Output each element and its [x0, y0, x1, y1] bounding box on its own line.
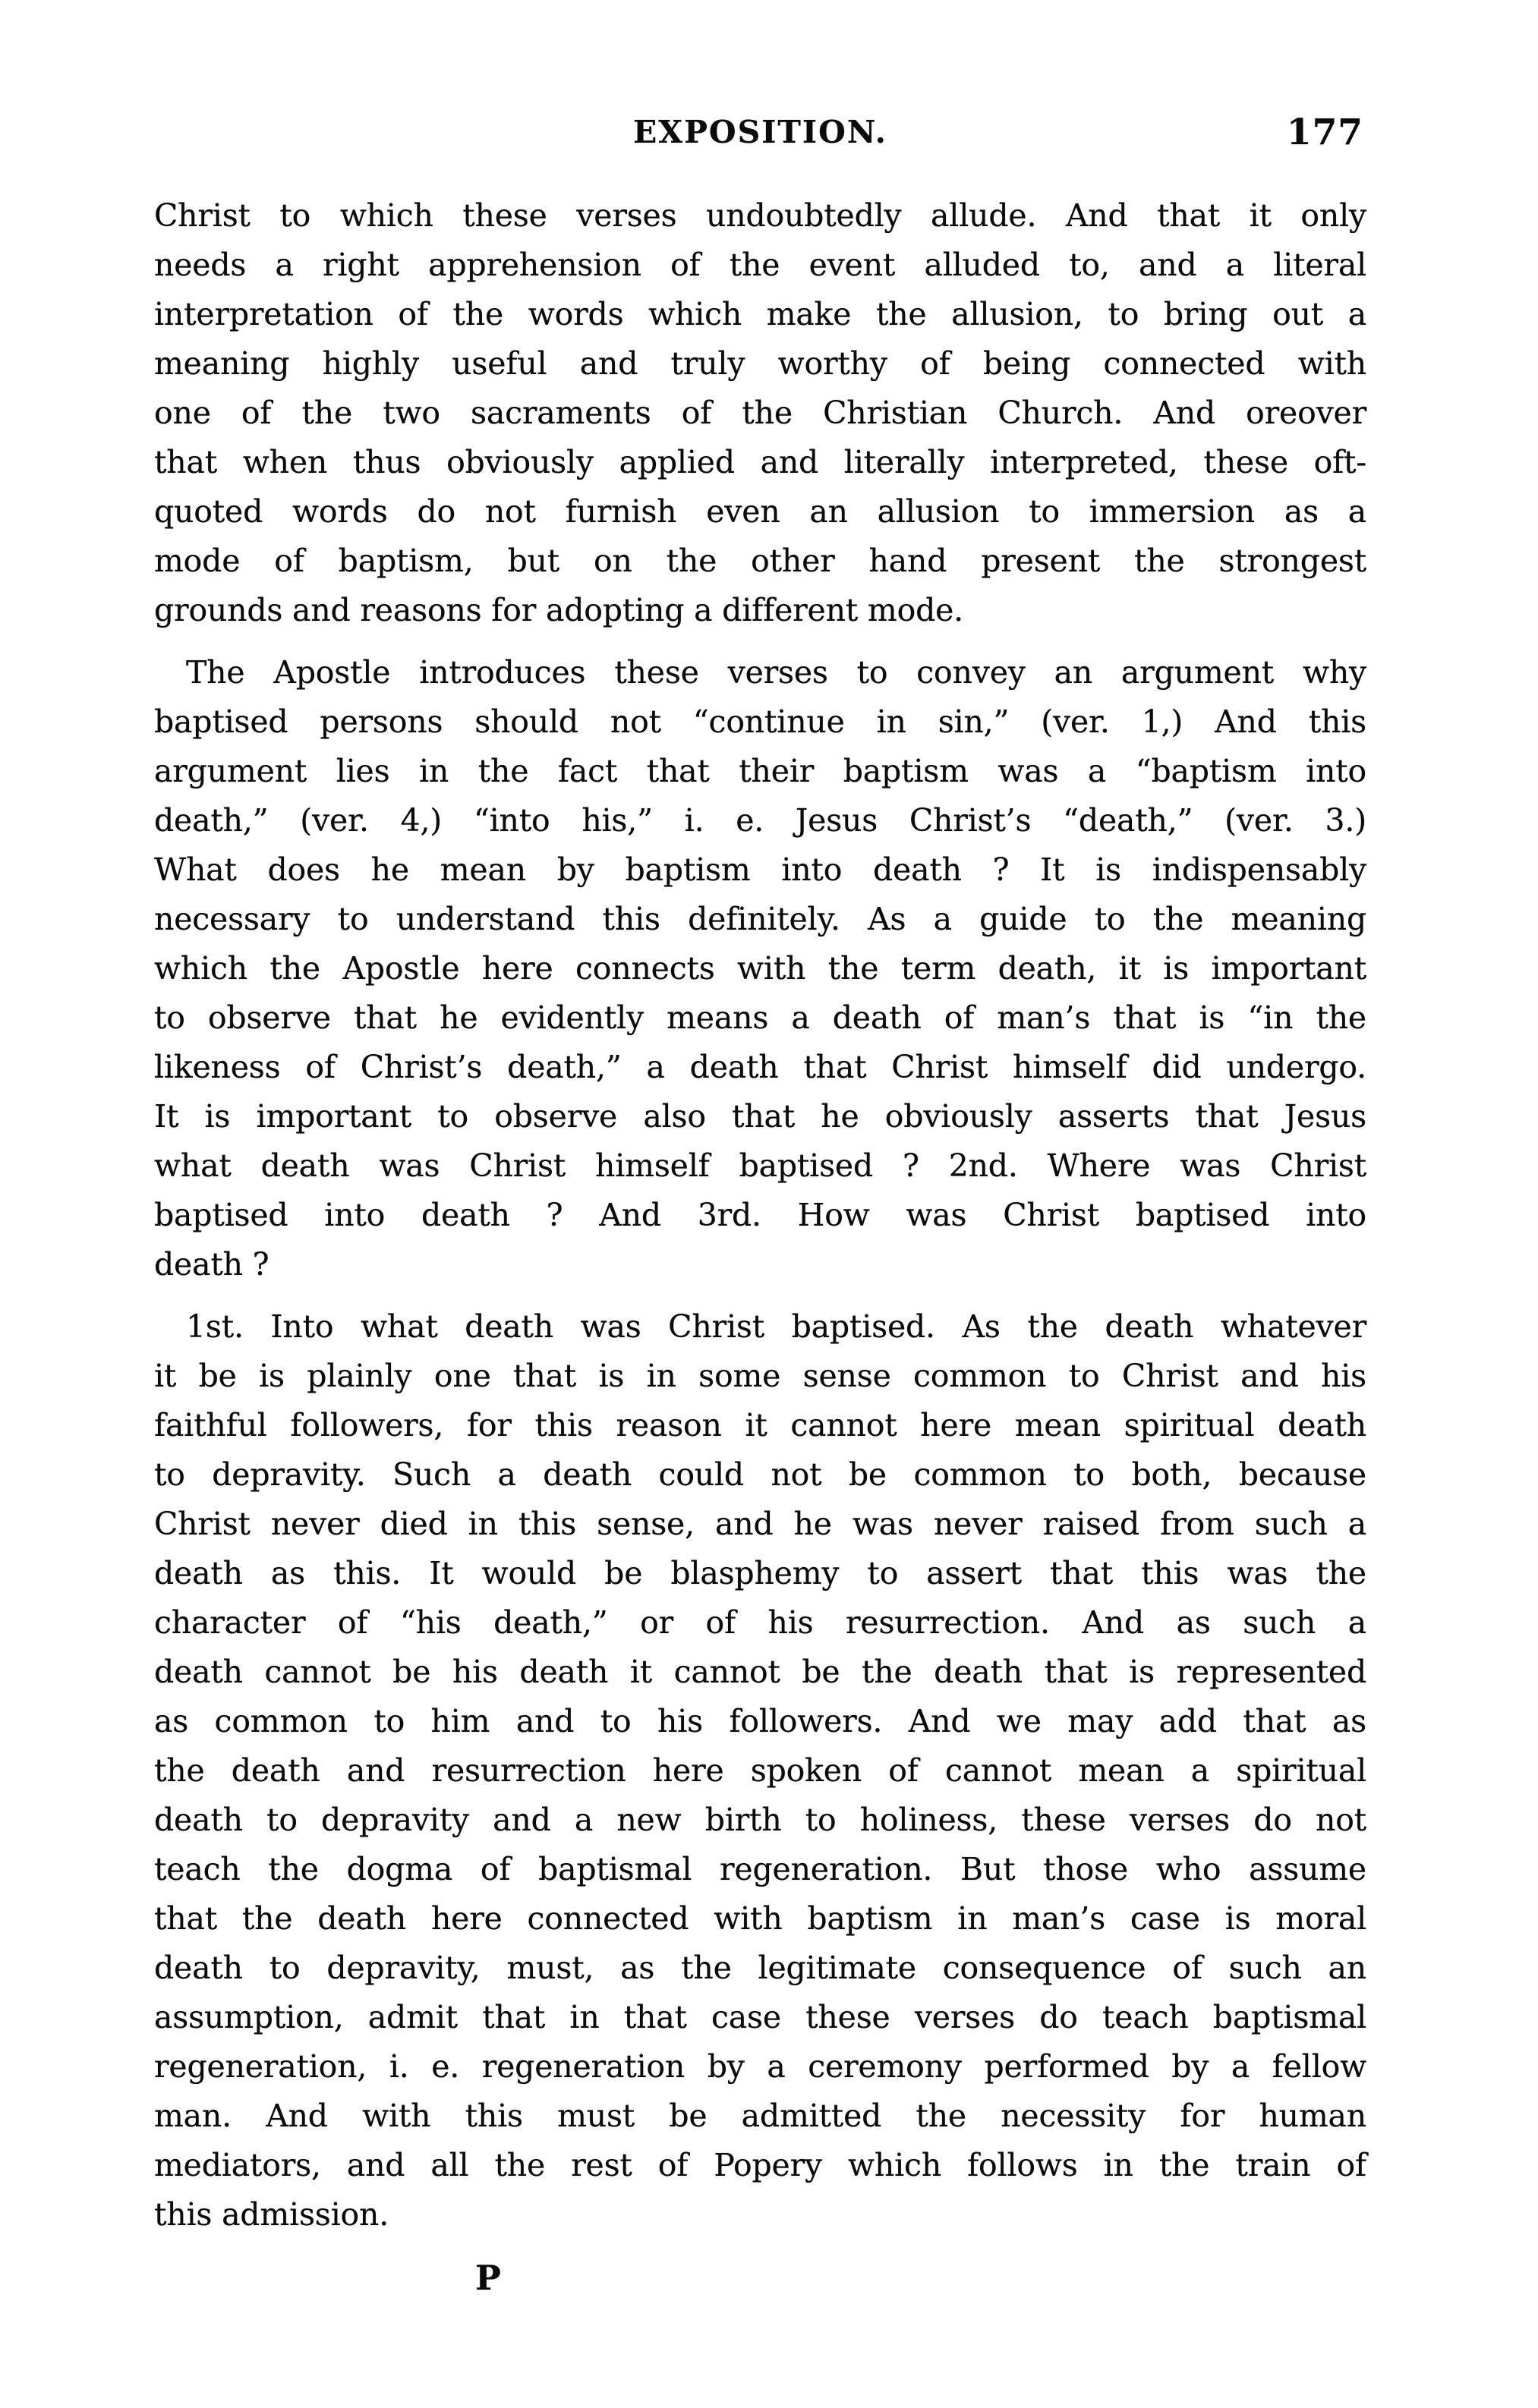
text-line: baptised persons should not “continue in sin,” (ver. 1,) And this: [154, 704, 1366, 740]
page-title: EXPOSITION.: [633, 114, 887, 150]
text-line: assumption, admit that in that case these verses do teach baptismal: [154, 1999, 1366, 2035]
text-line: mediators, and all the rest of Popery which follows in the train of: [154, 2147, 1366, 2183]
text-line: death ?: [154, 1246, 269, 1283]
text-line: meaning highly useful and truly worthy of being connected with: [154, 345, 1366, 382]
text-line: mode of baptism, but on the other hand present the strongest: [154, 543, 1366, 579]
text-line: What does he mean by baptism into death ? It is indispensably: [154, 851, 1366, 888]
text-line: regeneration, i. e. regeneration by a ceremony performed by a fellow: [154, 2048, 1366, 2085]
text-line: death as this. It would be blasphemy to assert that this was the: [154, 1555, 1366, 1591]
text-line: the death and resurrection here spoken of cannot mean a spiritual: [154, 1752, 1366, 1789]
text-line: as common to him and to his followers. And we may add that as: [154, 1703, 1366, 1739]
text-line: man. And with this must be admitted the necessity for human: [154, 2098, 1366, 2134]
text-line: Christ to which these verses undoubtedly allude. And that it only: [154, 197, 1366, 234]
paragraph: [154, 191, 1366, 635]
text-line: it be is plainly one that is in some sense common to Christ and his: [154, 1358, 1366, 1394]
signature-mark: P: [475, 2258, 501, 2298]
text-line: Christ never died in this sense, and he was never raised from such a: [154, 1506, 1366, 1542]
text-line: necessary to understand this definitely. As a guide to the meaning: [154, 901, 1366, 937]
text-line: death cannot be his death it cannot be the death that is represented: [154, 1654, 1366, 1690]
text-line: to observe that he evidently means a death of man’s that is “in the: [154, 999, 1366, 1036]
body-text: [154, 191, 1366, 2240]
text-line: baptised into death ? And 3rd. How was Christ baptised into: [154, 1197, 1366, 1233]
text-line: grounds and reasons for adopting a different mode.: [154, 592, 964, 628]
text-line: needs a right apprehension of the event alluded to, and a literal: [154, 247, 1366, 283]
page-number: 177: [1286, 112, 1363, 153]
running-head: [154, 114, 1366, 156]
text-line: faithful followers, for this reason it cannot here mean spiritual death: [154, 1407, 1366, 1443]
paragraph: [154, 1302, 1366, 2240]
paragraph: [154, 648, 1366, 1289]
text-line: quoted words do not furnish even an allusion to immersion as a: [154, 493, 1366, 530]
text-line: death to depravity and a new birth to holiness, these verses do not: [154, 1802, 1366, 1838]
text-line: which the Apostle here connects with the term death, it is important: [154, 950, 1366, 987]
text-line: to depravity. Such a death could not be common to both, because: [154, 1456, 1366, 1493]
text-line: what death was Christ himself baptised ? 2nd. Where was Christ: [154, 1147, 1366, 1184]
text-line: death,” (ver. 4,) “into his,” i. e. Jesus Christ’s “death,” (ver. 3.): [154, 802, 1366, 839]
text-line: this admission.: [154, 2196, 389, 2233]
text-line: teach the dogma of baptismal regeneration. But those who assume: [154, 1851, 1366, 1887]
text-line: 1st. Into what death was Christ baptised. As the death whatever: [186, 1308, 1366, 1345]
text-line: character of “his death,” or of his resurrection. And as such a: [154, 1604, 1366, 1641]
text-line: that when thus obviously applied and literally interpreted, these oft-: [154, 444, 1366, 480]
text-line: interpretation of the words which make the allusion, to bring out a: [154, 296, 1366, 332]
text-line: that the death here connected with baptism in man’s case is moral: [154, 1900, 1366, 1937]
text-line: argument lies in the fact that their baptism was a “baptism into: [154, 753, 1366, 789]
text-line: The Apostle introduces these verses to convey an argument why: [186, 654, 1366, 691]
text-line: one of the two sacraments of the Christian Church. And oreover: [154, 395, 1366, 431]
text-line: likeness of Christ’s death,” a death that Christ himself did undergo.: [154, 1049, 1366, 1085]
text-line: death to depravity, must, as the legitimate consequence of such an: [154, 1950, 1366, 1986]
text-line: It is important to observe also that he obviously asserts that Jesus: [154, 1098, 1366, 1135]
